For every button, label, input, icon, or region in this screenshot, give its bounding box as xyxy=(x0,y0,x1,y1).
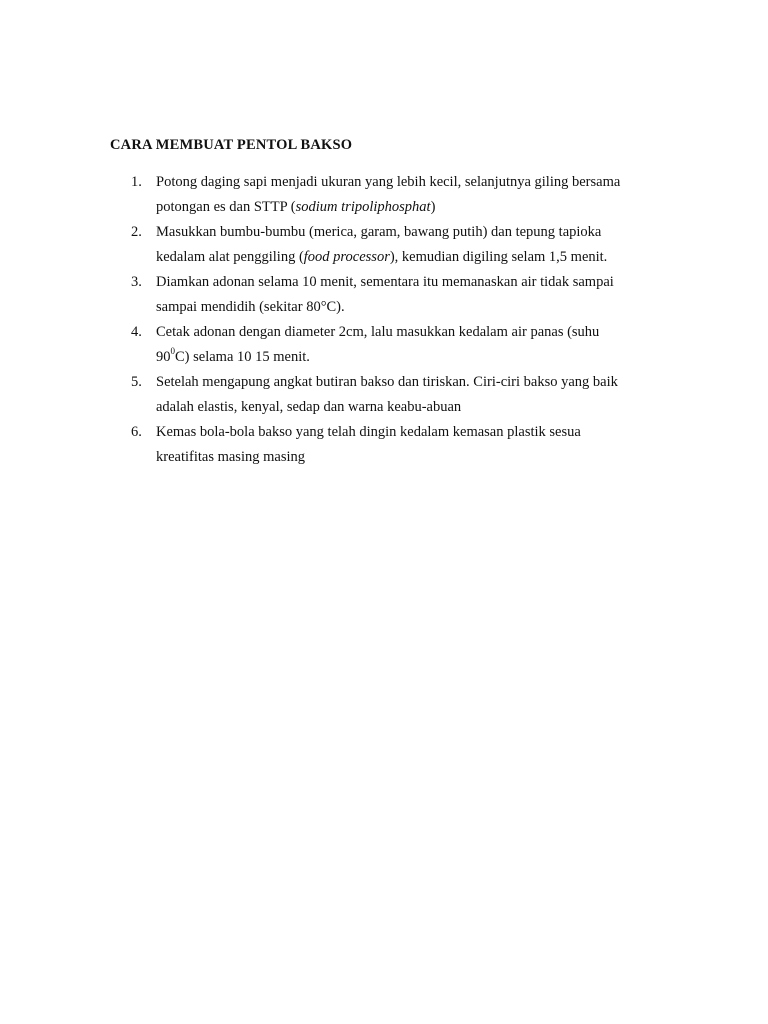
step-number: 5. xyxy=(131,374,142,390)
step-text: Kemas bola-bola bakso yang telah dingin kedalam kemasan plastik sesua xyxy=(156,424,581,440)
step-number: 4. xyxy=(131,324,142,340)
step-item xyxy=(110,220,670,270)
step-item xyxy=(110,320,670,370)
step-item xyxy=(110,170,670,220)
step-item xyxy=(110,370,670,420)
steps-list xyxy=(110,170,670,470)
step-text: Setelah mengapung angkat butiran bakso dan tiriskan. Ciri-ciri bakso yang baik xyxy=(156,374,618,390)
step-text-continued: adalah elastis, kenyal, sedap dan warna keabu-abuan xyxy=(156,399,462,415)
step-text: Masukkan bumbu-bumbu (merica, garam, bawang putih) dan tepung tapioka xyxy=(156,224,602,240)
step-number: 6. xyxy=(131,424,142,440)
italic-term: food processor xyxy=(303,249,390,265)
document-title: CARA MEMBUAT PENTOL BAKSO xyxy=(110,137,353,153)
step-text-continued: $90^0C$) selama 10 15 menit. xyxy=(156,346,310,365)
step-text: Cetak adonan dengan diameter 2cm, lalu masukkan kedalam air panas (suhu xyxy=(156,324,600,340)
step-text-continued: kreatifitas masing masing xyxy=(156,449,305,465)
step-text-continued: potongan es dan STTP (sodium tripoliphosphat) xyxy=(156,199,436,215)
step-text: Potong daging sapi menjadi ukuran yang lebih kecil, selanjutnya giling bersama xyxy=(156,174,621,190)
step-text-continued: kedalam alat penggiling (food processor), kemudian digiling selam 1,5 menit. xyxy=(156,249,608,265)
superscript: 0 xyxy=(170,346,175,357)
step-text: Diamkan adonan selama 10 menit, sementara itu memanaskan air tidak sampai xyxy=(156,274,614,290)
step-number: 2. xyxy=(131,224,142,240)
italic-term: sodium tripoliphosphat xyxy=(295,199,431,215)
step-item xyxy=(110,420,670,470)
step-number: 1. xyxy=(131,174,142,190)
step-number: 3. xyxy=(131,274,142,290)
step-text-continued: sampai mendidih (sekitar 80°C). xyxy=(156,299,345,315)
step-item xyxy=(110,270,670,320)
